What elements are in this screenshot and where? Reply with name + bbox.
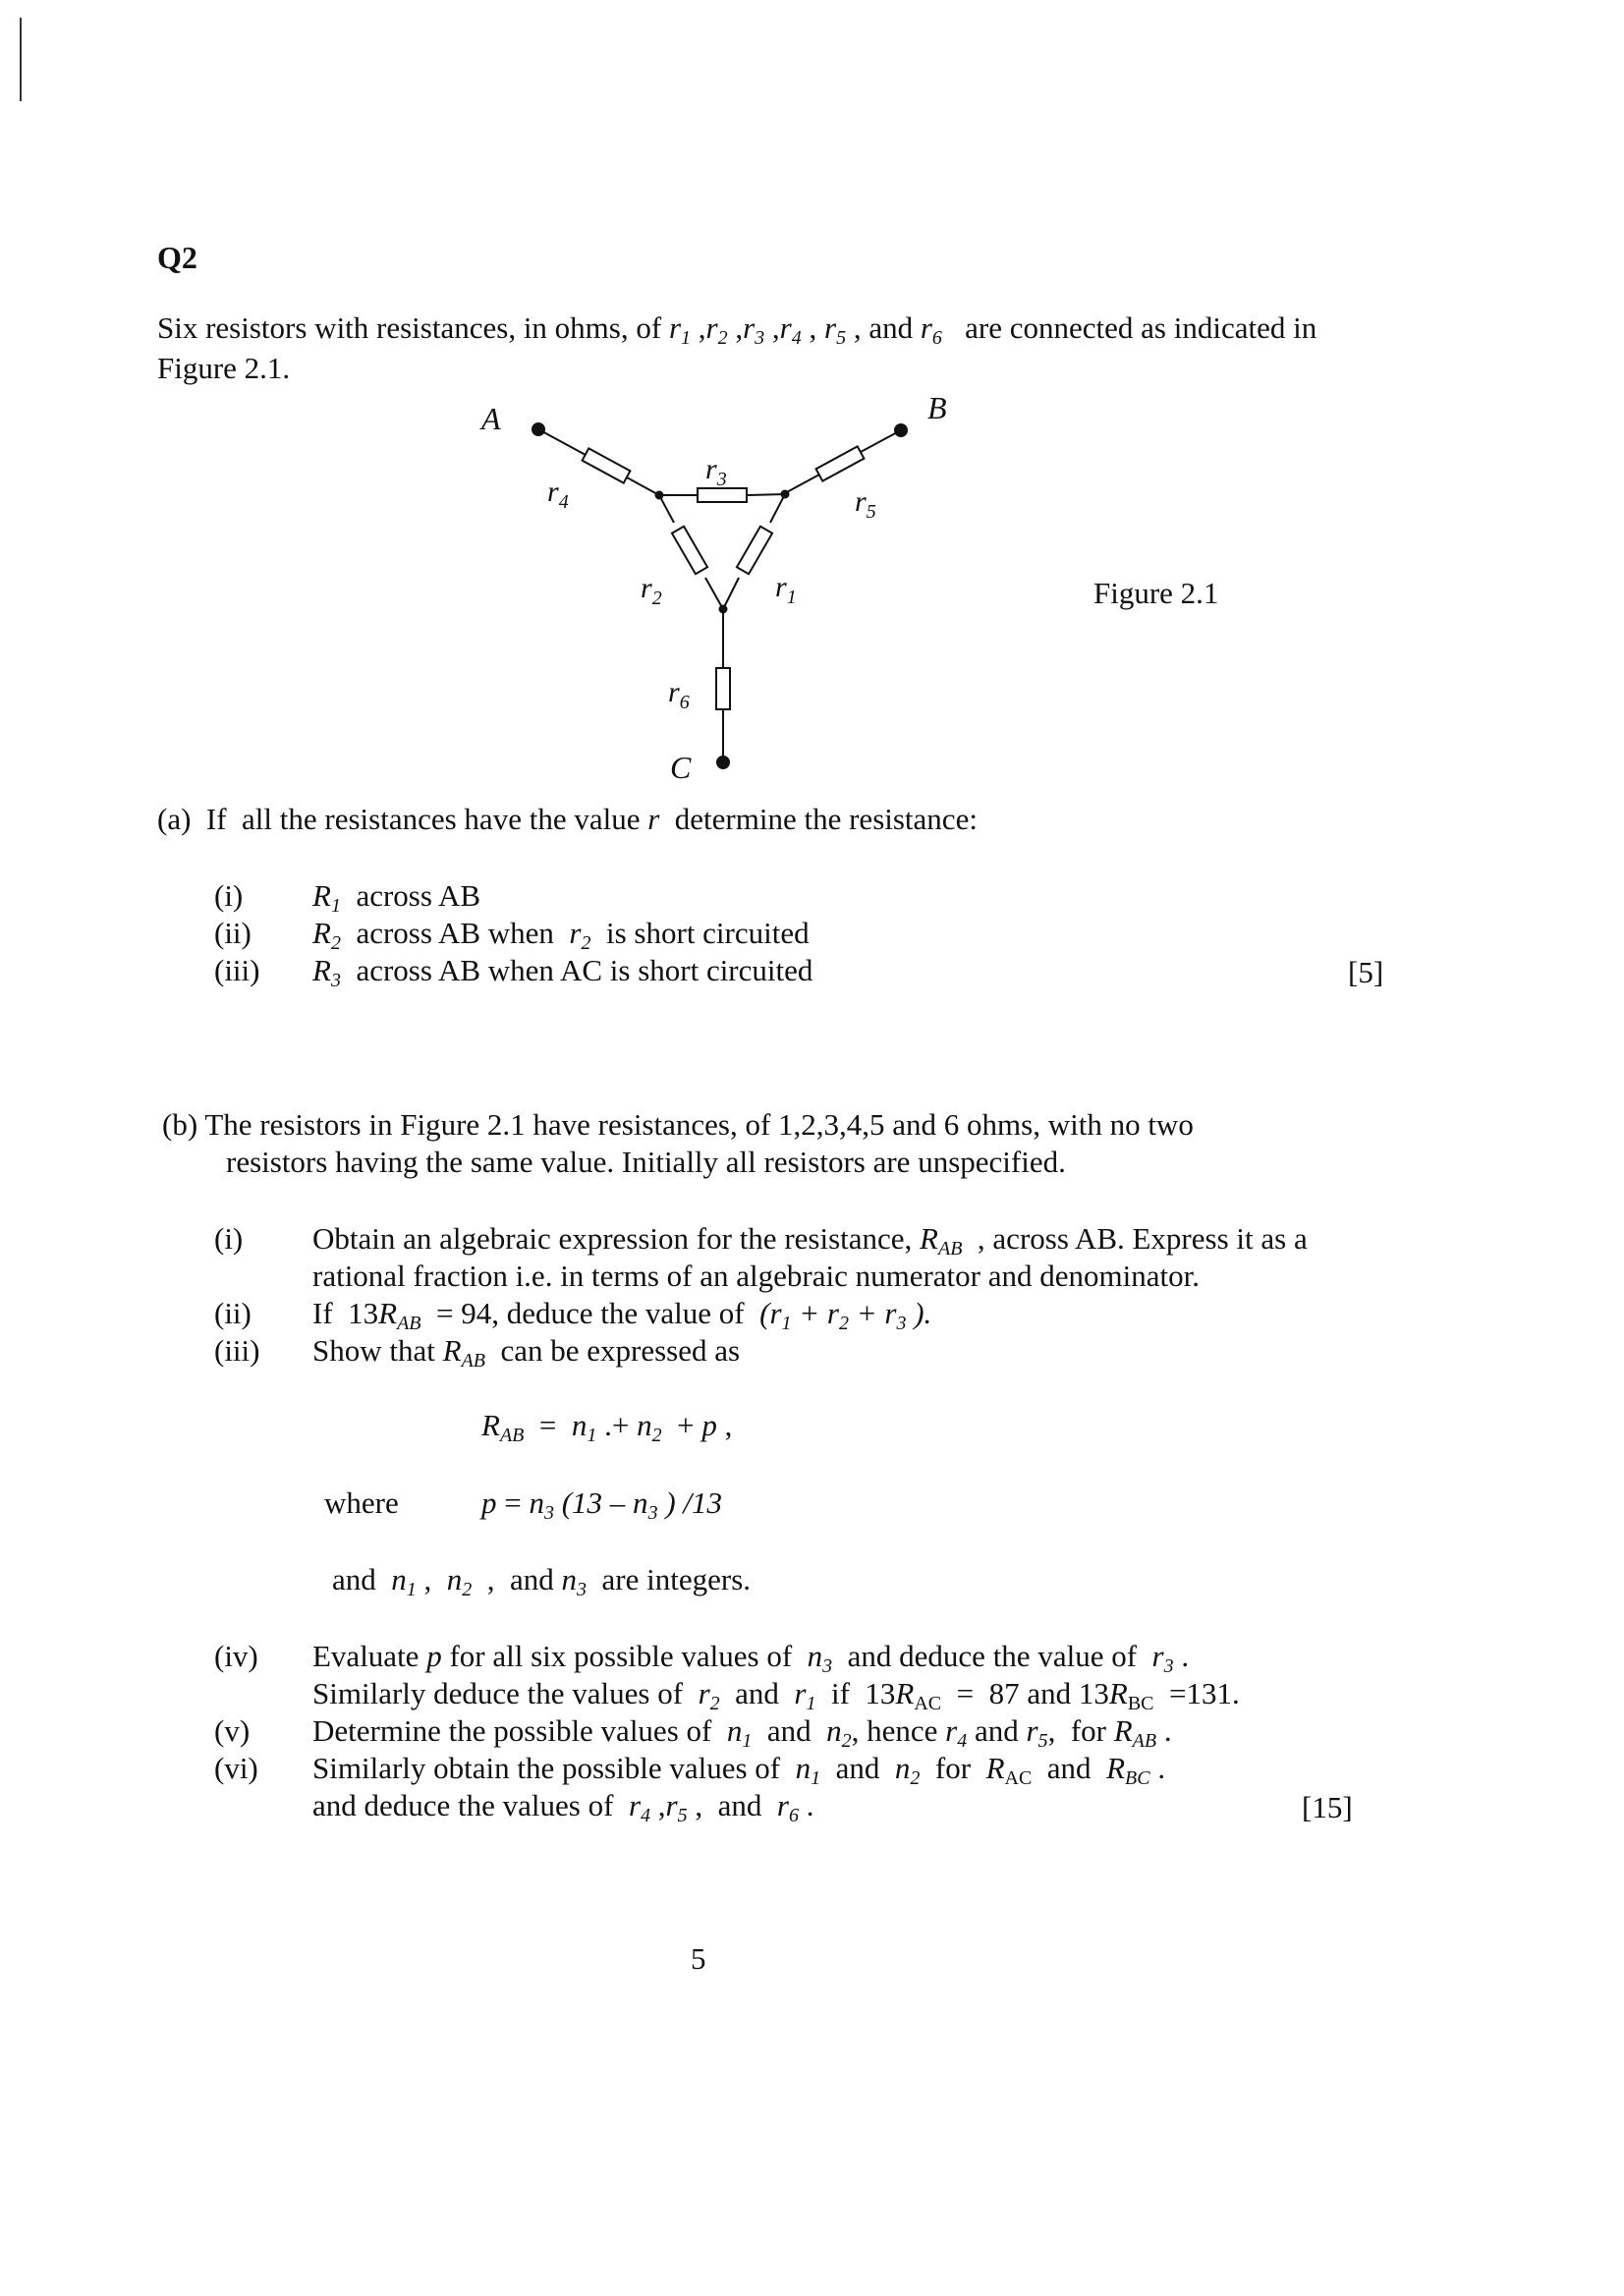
circuit-diagram [0, 0, 1624, 806]
part-b-item-1-line-2: rational fraction i.e. in terms of an algebraic numerator and denominator. [312, 1259, 1200, 1293]
part-b-item-2-line-1: If $13R_{AB} = 94$, deduce the value of ($r_1 + r_2 + r_3$ ). [312, 1296, 932, 1334]
label-r5: $r_5$ [855, 485, 876, 523]
terminal-c-dot [716, 756, 730, 769]
equation-rab: $R_{AB} = n_1$ .+ $n_2 + p$ , [481, 1408, 733, 1446]
part-b-item-1-num: (i) [214, 1221, 244, 1256]
wire-r4-b [627, 477, 659, 495]
intro-line-1: Six resistors with resistances, in ohms, of $r_1$ $,r_2$ $,r_3$ $,r_4$ , $r_5$ , and $r_6$ are connected as indicated in [157, 310, 1317, 349]
part-b-item-5-line-1: Determine the possible values of $n_1$ and $n_2$, hence $r_4$ and $r_5$, for $R_{AB}$ . [312, 1713, 1172, 1752]
label-a: A [481, 401, 501, 436]
part-b-item-4-num: (iv) [214, 1639, 258, 1673]
part-b-item-3-line-1: Show that $R_{AB}$ can be expressed as [312, 1333, 741, 1372]
intro-line-2: Figure 2.1. [157, 351, 291, 385]
terminal-a-dot [532, 422, 545, 436]
part-b-item-6-num: (vi) [214, 1751, 258, 1785]
page-number: 5 [691, 1941, 706, 1976]
part-b-item-6-line-1: Similarly obtain the possible values of $n_1$ and $n_2$ for $R_{AC}$ and $R_{BC}$ . [312, 1751, 1166, 1789]
figure-caption: Figure 2.1 [1093, 576, 1219, 610]
node-bottom [719, 605, 728, 614]
node-left [655, 491, 664, 500]
part-b-item-2-num: (ii) [214, 1296, 252, 1330]
resistor-r2 [672, 527, 707, 575]
wire-r1-b [723, 578, 739, 609]
part-a-item-2-text: $R_2$ across AB when $r_2$ is short circuited [312, 916, 810, 954]
part-a-item-2-num: (ii) [214, 916, 252, 950]
part-a-item-3-text: $R_3$ across AB when AC is short circuited [312, 953, 813, 991]
label-b: B [927, 390, 947, 425]
question-label: Q2 [157, 240, 197, 275]
part-b-item-1-line-1: Obtain an algebraic expression for the resistance, $R_{AB}$ , across AB. Express it as a [312, 1221, 1308, 1260]
part-b-item-3-num: (iii) [214, 1333, 260, 1368]
part-a-item-3-num: (iii) [214, 953, 260, 987]
wire-r2-b [705, 578, 723, 609]
part-b-item-4-line-2: Similarly deduce the values of $r_2$ and $r_1$ if $13R_{AC} = 87$ and $13R_{BC} =131$. [312, 1676, 1240, 1714]
integers-line: and $n_1$ , $n_2$ , and $n_3$ are integers. [332, 1562, 752, 1600]
label-c: C [670, 750, 692, 785]
part-b-item-6-line-2: and deduce the values of $r_4$ $,r_5$ , and $r_6$ . [312, 1788, 814, 1826]
resistor-r3 [698, 488, 747, 502]
label-r2: $r_2$ [641, 572, 662, 609]
wire-r3-b [747, 494, 785, 495]
terminal-b-dot [894, 423, 908, 437]
part-b-prompt-line-1: (b) The resistors in Figure 2.1 have resistances, of 1,2,3,4,5 and 6 ohms, with no two [162, 1107, 1194, 1142]
part-b-item-4-line-1: Evaluate p for all six possible values of $n_3$ and deduce the value of $r_3$ . [312, 1639, 1190, 1677]
part-b-item-5-num: (v) [214, 1713, 251, 1748]
wire-r1-a [770, 494, 785, 523]
label-r1: $r_1$ [775, 571, 797, 608]
wire-r2-a [659, 495, 674, 523]
wire-r4-a [538, 429, 586, 455]
part-b-prompt-line-2: resistors having the same value. Initially all resistors are unspecified. [226, 1145, 1066, 1179]
resistor-r1 [737, 527, 772, 575]
resistor-r5 [816, 446, 865, 480]
part-b-marks: [15] [1302, 1790, 1353, 1824]
label-r6: $r_6$ [668, 676, 690, 713]
intro-prefix: Six resistors with resistances, in ohms, of [157, 310, 662, 345]
part-a-item-1-num: (i) [214, 878, 244, 913]
node-right [781, 490, 790, 499]
where-label: where [324, 1485, 399, 1520]
part-a-prompt: (a) If all the resistances have the value r determine the resistance: [157, 802, 978, 836]
equation-p: $p = n_3$ ($13 - n_3$ ) /13 [481, 1485, 722, 1524]
part-a-item-1-text: $R_1$ across AB [312, 878, 481, 917]
intro-suffix: are connected as indicated in [965, 310, 1317, 345]
label-r4: $r_4$ [547, 476, 569, 513]
resistor-r4 [583, 448, 631, 482]
part-a-marks: [5] [1348, 955, 1384, 989]
resistor-r6 [716, 668, 730, 709]
wire-r5-b [785, 475, 819, 493]
label-r3: $r_3$ [705, 453, 727, 490]
